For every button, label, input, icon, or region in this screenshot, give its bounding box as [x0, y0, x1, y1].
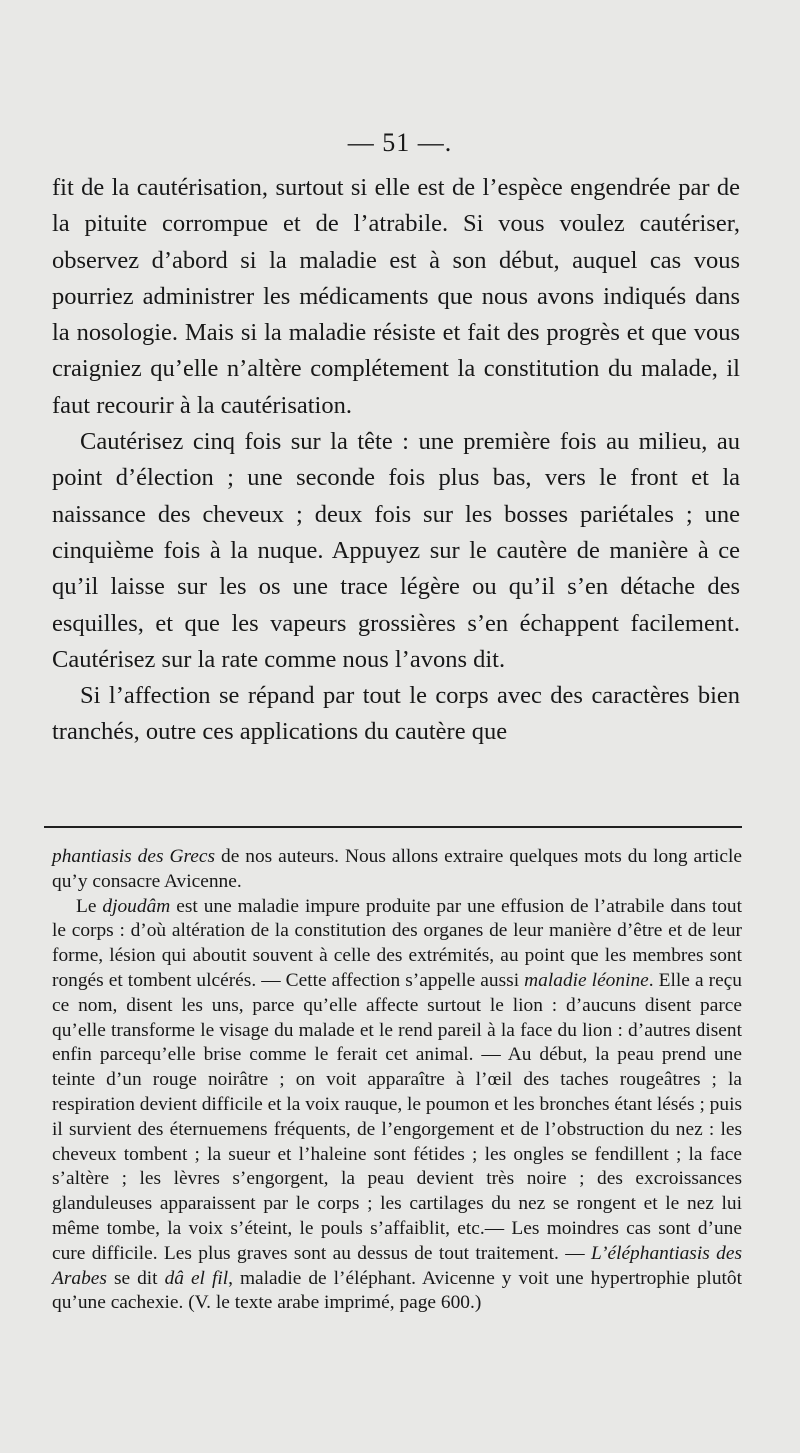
footnote-text: se dit [106, 1267, 165, 1289]
footnote-paragraph-1 [52, 845, 742, 895]
paragraph-1: fit de la cautérisation, surtout si elle est de l’espèce engendrée par de la pituite corrompue et de l’atrabile. Si vous voulez cautériser, observez d’abord si la maladie est à son début, auquel cas vous pourriez administrer les médicaments que nous avons indiqués dans la nosologie. Mais si la maladie résiste et fait des progrès et que vous craigniez qu’elle n’altère complétement la constitution du malade, il faut recourir à la cautérisation. [52, 174, 740, 419]
footnote-text: , maladie de l’éléphant. Avicenne y voit une hypertrophie plutôt qu’une cachexie. (V. le texte arabe imprimé, page 600.) [52, 1267, 742, 1314]
footnote-italic-term: dâ el fil [164, 1267, 229, 1289]
paragraph-2: Cautérisez cinq fois sur la tête : une première fois au milieu, au point d’élection ; une seconde fois plus bas, vers le front et la naissance des cheveux ; deux fois sur les bosses pariétales ; une cinquième fois à la nuque. Appuyez sur le cautère de manière à ce qu’il laisse sur les os une trace légère ou qu’il s’en détache des esquilles, et que les vapeurs grossières s’en échappent facilement. Cautérisez sur la rate comme nous l’avons dit. [52, 428, 740, 673]
footnote-text: est une maladie impure produite par une effusion de l’atrabile dans tout le corps : d’où altération de la constitution des organes de leur manière d’être et de leur forme, lésion qui aboutit souvent à celle des extrémités, au point que les membres sont rongés et tombent ulcérés. — Cette affection s’appelle aussi [52, 895, 742, 991]
footnote-italic-term: L’éléphantiasis des Arabes [52, 1242, 742, 1289]
footnote-text: Le [76, 895, 103, 917]
footnote [52, 845, 742, 1316]
footnote-italic-term: maladie léonine [524, 969, 649, 991]
footnote-text: . Elle a reçu ce nom, disent les uns, parce qu’elle affecte surtout le lion : d’aucuns disent parce qu’elle transforme le visage du malade et le rend pareil à la face du lion : d’autres disent enfin parcequ’elle brise comme le ferait cet animal. — Au début, la peau prend une teinte d’un rouge noirâtre ; on voit apparaître à l’œil des taches rougeâtres ; la respiration devient difficile et la voix rauque, le poumon et les bronches étant lésés ; puis il survient des éternuemens fréquents, de l’engorgement et de l’obstruction du nez : les cheveux tombent ; la sueur et l’haleine sont fétides ; les ongles se fendillent ; la face s’altère ; les lèvres s’engorgent, la peau devient très noire ; des excroissances glanduleuses apparaissent par le corps ; les cartilages du nez se rongent et le nez lui même tombe, la voix s’éteint, le pouls s’affaiblit, etc.— Les moindres cas sont d’une cure difficile. Les plus graves sont au dessus de tout traitement. — [52, 969, 742, 1264]
footnote-text: de nos auteurs. Nous allons extraire quelques mots du long article qu’y consacre Avicenne. [52, 846, 742, 892]
page-number: — 51 —. [347, 128, 453, 157]
footnote-divider [44, 826, 742, 828]
footnote-italic-term: djoudâm [102, 895, 171, 917]
paragraph-3: Si l’affection se répand par tout le corps avec des caractères bien tranchés, outre ces applications du cautère que [52, 682, 740, 746]
main-text [52, 170, 740, 751]
footnote-italic-term: phantiasis des Grecs [52, 846, 216, 867]
footnote-paragraph-2 [52, 895, 742, 1317]
